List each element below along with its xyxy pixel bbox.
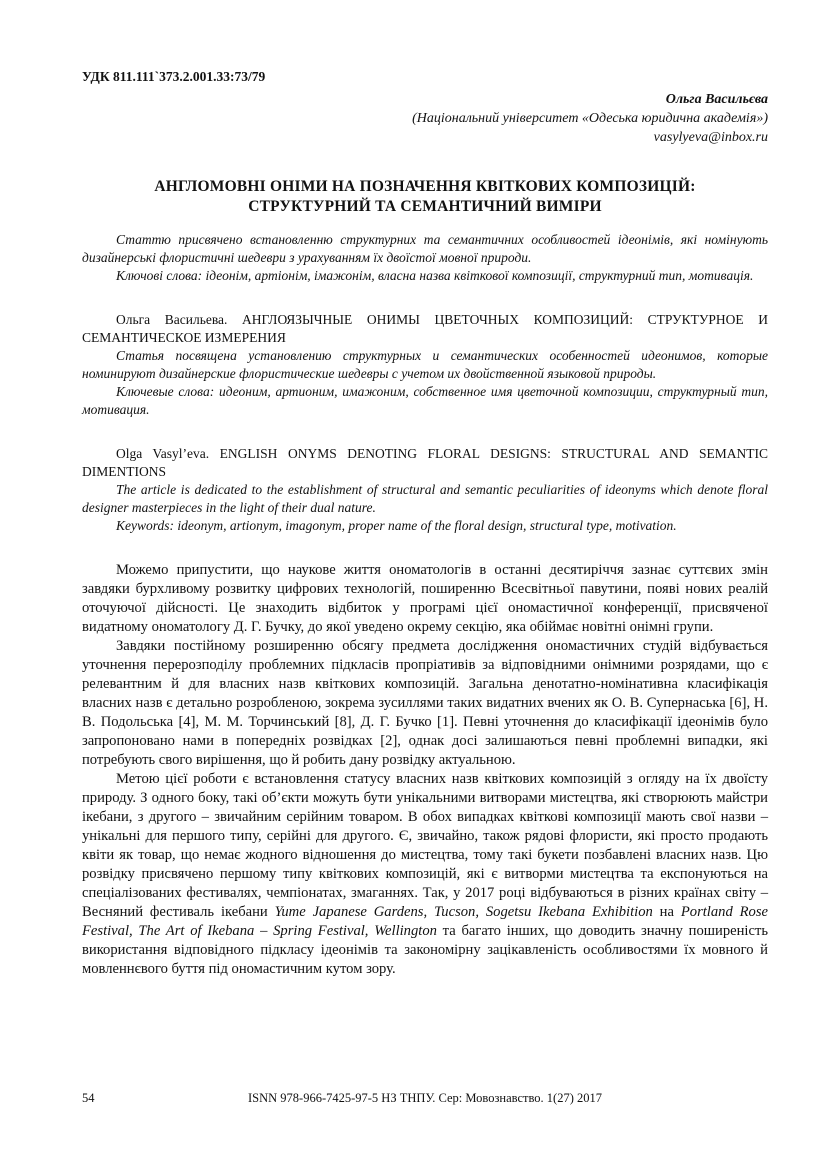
article-title	[82, 177, 768, 217]
abstract-en-text: The article is dedicated to the establishment of structural and semantic peculiarities of ideonyms which denote floral designer masterpieces in the light of their dual nature.	[82, 482, 768, 515]
festival-names-1: Yume Japanese Gardens, Tucson, Sogetsu Ikebana Exhibition	[274, 904, 653, 920]
body-paragraph-2: Завдяки постійному розширенню обсягу предмета дослідження ономастичних студій відбувається уточнення перерозподілу проблемних підкласів пропріативів за відповідними онімними розрядами, що є релевантним й для власних назв квіткових композицій. Загальна денотатно-номінативна класифікація власних назв є детально розробленою, зокрема зусиллями таких видатних вчених як О. В. Супернаська [6], Н. В. Подольська [4], М. М. Торчинський [8], Д. Г. Бучко [1]. Певні уточнення до класифікації ідеонімів було запропоновано нами в попередніх розвідках [2], однак досі залишаються певні проблемні випадки, які потребують свого вирішення, що й робить дану розвідку актуальною.	[82, 638, 768, 768]
festival-names-2: Portland Rose Festival, The Art of Ikebana – Spring Festival, Wellington	[82, 904, 768, 939]
abstract-ukrainian	[82, 231, 768, 285]
body-paragraph-3	[82, 770, 768, 979]
abstract-en-header: Olga Vasyl’eva. ENGLISH ONYMS DENOTING FLORAL DESIGNS: STRUCTURAL AND SEMANTIC DIMENTIONS	[82, 446, 768, 479]
body-p3-start: Метою цієї роботи є встановлення статусу власних назв квіткових композицій з огляду на їх двоїсту природу. З одного боку, такі об’єкти можуть бути унікальними витворами мистецтва, які створюють майстри ікебани, з другого – звичайним серійним товаром. В обох випадках квіткові композиції мають свої назви – унікальні для першого типу, серійні для другого. Є, звичайно, також рядові флористи, які просто продають квіти як товар, що немає жодного відношення до мистецтва, тому такі букети позбавлені власних назв. Цю розвідку присвячено першому типу квіткових композицій, які є витворми мистецтва та експонуються на спеціалізованих фестивалях, чемпіонатах, змаганнях. Так, у 2017 році відбуваються в різних країнах світу – Весняний фестиваль ікебани	[82, 771, 768, 920]
body-p3-mid: на	[652, 904, 681, 920]
body-paragraph-1: Можемо припустити, що наукове життя ономатологів в останні десятиріччя зазнає суттєвих змін завдяки бурхливому розвитку цифрових технологій, поширенню Всесвітньої павутини, появі нових реалій оточуючої дійсності. Це знаходить відбиток у програмі цієї ономастичної конференції, присвяченої видатному ономатологу Д. Г. Бучку, до якої уведено окрему секцію, яка обіймає новітні онімні групи.	[82, 562, 768, 635]
abstract-uk-keywords: Ключові слова: ідеонім, артіонім, імажонім, власна назва квіткової композиції, структурний тип, мотивація.	[116, 268, 754, 283]
article-body	[82, 561, 768, 979]
author-block	[82, 90, 768, 147]
abstract-ru-keywords: Ключевые слова: идеоним, артионим, имажоним, собственное имя цветочной композиции, структурный тип, мотивация.	[82, 384, 768, 417]
abstract-uk-text: Статтю присвячено встановленню структурних та семантичних особливостей ідеонімів, які номінують дизайнерські флористичні шедеври з урахуванням їх двоїстої мовної природи.	[82, 232, 768, 265]
journal-isbn: ISNN 978-966-7425-97-5 НЗ ТНПУ. Сер: Мовознавство. 1(27) 2017	[247, 1091, 603, 1105]
page-number: 54	[82, 1091, 95, 1105]
title-line-1: АНГЛОМОВНІ ОНІМИ НА ПОЗНАЧЕННЯ КВІТКОВИХ КОМПОЗИЦІЙ:	[154, 178, 696, 195]
abstract-en-keywords: Keywords: ideonym, artionym, imagonym, proper name of the floral design, structural type, motivation.	[116, 518, 677, 533]
author-name: Ольга Васильєва	[665, 92, 768, 107]
abstract-russian	[82, 311, 768, 419]
abstract-english	[82, 445, 768, 535]
abstract-ru-header: Ольга Васильева. АНГЛОЯЗЫЧНЫЕ ОНИМЫ ЦВЕТОЧНЫХ КОМПОЗИЦИЙ: СТРУКТУРНОЕ И СЕМАНТИЧЕСКОЕ ИЗМЕРЕНИЯ	[82, 312, 768, 345]
abstract-ru-text: Статья посвящена установлению структурных и семантических особенностей идеонимов, которые номинируют дизайнерские флористические шедевры с учетом их двойственной языковой природы.	[82, 348, 768, 381]
udk-code: УДК 811.111`373.2.001.33:73/79	[82, 69, 266, 84]
author-affiliation: (Національний університет «Одеська юридична академія»)	[412, 111, 768, 126]
article-page	[82, 68, 768, 979]
author-email[interactable]: vasylyeva@inbox.ru	[653, 130, 768, 145]
body-p3-end: та багато інших, що доводить значну поширеність використання відповідного підкласу ідеонімів та закономірну зацікавленість особливостями їх мовного й мовленнєвого буття під ономастичним кутом зору.	[82, 923, 768, 977]
title-line-2: СТРУКТУРНИЙ ТА СЕМАНТИЧНИЙ ВИМІРИ	[248, 198, 602, 215]
